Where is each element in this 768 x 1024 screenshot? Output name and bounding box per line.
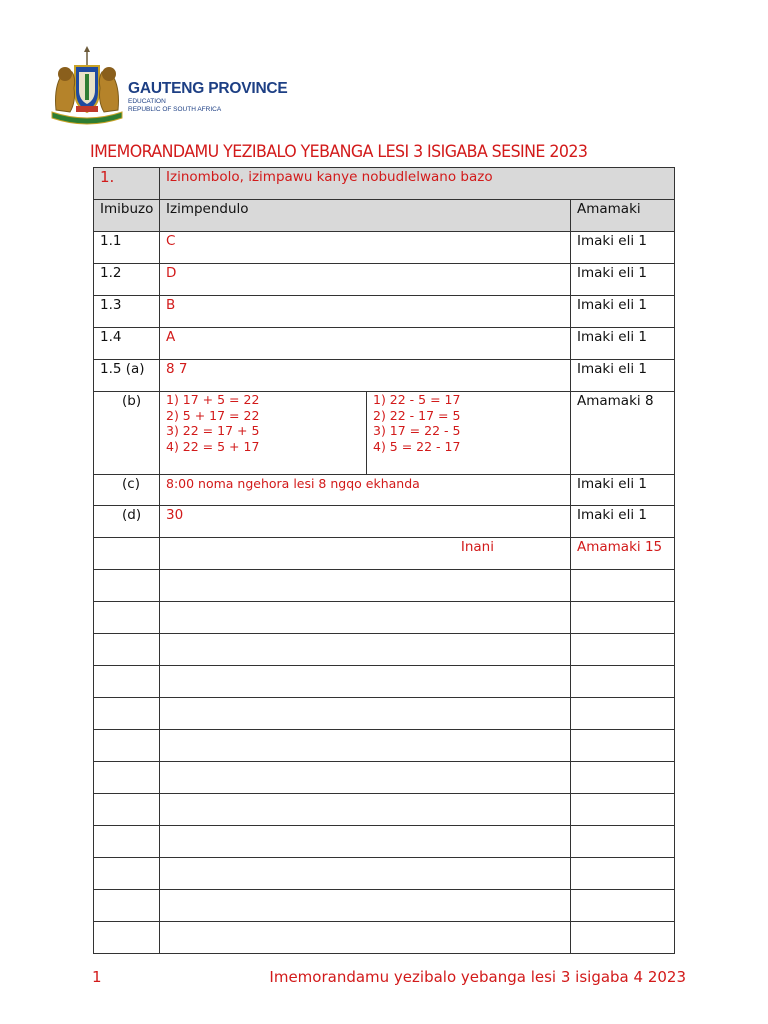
empty-cell <box>571 698 675 730</box>
table-row-b <box>94 392 675 475</box>
empty-cell <box>571 570 675 602</box>
document-title: IMEMORANDAMU YEZIBALO YEBANGA LESI 3 ISIGABA SESINE 2023 <box>90 142 588 161</box>
empty-cell <box>94 922 160 954</box>
answer: C <box>160 232 571 264</box>
marks: Imaki eli 1 <box>571 506 675 538</box>
fact-line: 2) 22 - 17 = 5 <box>373 407 461 423</box>
empty-cell <box>94 890 160 922</box>
empty-cell <box>94 730 160 762</box>
question-number: (b) <box>94 392 160 475</box>
question-number: (c) <box>94 475 160 506</box>
question-number: (d) <box>94 506 160 538</box>
empty-row <box>94 890 675 922</box>
section-header-row <box>94 168 675 200</box>
empty-row <box>94 762 675 794</box>
fact-line: 2) 5 + 17 = 22 <box>166 407 260 423</box>
addition-facts <box>160 392 367 474</box>
logo-subtitle-country: REPUBLIC OF SOUTH AFRICA <box>128 106 222 113</box>
column-header-questions: Imibuzo <box>94 200 160 232</box>
empty-cell <box>94 762 160 794</box>
empty-cell <box>571 858 675 890</box>
empty-cell <box>94 794 160 826</box>
fact-line: 3) 17 = 22 - 5 <box>373 423 461 438</box>
total-row <box>94 538 675 570</box>
subtraction-facts <box>367 392 466 474</box>
answer: B <box>160 296 571 328</box>
empty-cell <box>571 762 675 794</box>
empty-cell <box>94 570 160 602</box>
marks: Imaki eli 1 <box>571 296 675 328</box>
column-header-marks: Amamaki <box>571 200 675 232</box>
marks: Imaki eli 1 <box>571 264 675 296</box>
empty-cell <box>160 826 571 858</box>
empty-row <box>94 922 675 954</box>
question-number: 1.4 <box>94 328 160 360</box>
column-header-row <box>94 200 675 232</box>
empty-cell <box>94 602 160 634</box>
empty-cell <box>571 922 675 954</box>
table-row <box>94 360 675 392</box>
empty-row <box>94 858 675 890</box>
fact-line: 3) 22 = 17 + 5 <box>166 423 260 438</box>
question-number: 1.3 <box>94 296 160 328</box>
marks: Imaki eli 1 <box>571 360 675 392</box>
marks: Imaki eli 1 <box>571 328 675 360</box>
empty-cell <box>160 858 571 890</box>
logo-title: GAUTENG PROVINCE <box>128 80 288 97</box>
table-row <box>94 328 675 360</box>
empty-cell <box>94 826 160 858</box>
question-number: 1.5 (a) <box>94 360 160 392</box>
fact-line: 1) 17 + 5 = 22 <box>166 392 260 407</box>
empty-cell <box>571 794 675 826</box>
empty-row <box>94 602 675 634</box>
fact-line: 4) 22 = 5 + 17 <box>166 438 260 454</box>
memo-table <box>93 167 675 954</box>
logo-subtitle-education: EDUCATION <box>128 98 166 105</box>
empty-cell <box>94 858 160 890</box>
table-row <box>94 296 675 328</box>
answer: A <box>160 328 571 360</box>
table-row <box>94 232 675 264</box>
empty-cell <box>160 602 571 634</box>
empty-cell <box>160 666 571 698</box>
empty-cell <box>571 634 675 666</box>
empty-cell <box>160 794 571 826</box>
empty-cell <box>94 666 160 698</box>
answer: 30 <box>160 506 571 538</box>
empty-cell <box>160 762 571 794</box>
table-row-d <box>94 506 675 538</box>
empty-cell <box>160 922 571 954</box>
answer: D <box>160 264 571 296</box>
column-header-answers: Izimpendulo <box>160 200 571 232</box>
empty-cell <box>94 634 160 666</box>
question-number: 1.1 <box>94 232 160 264</box>
total-empty-cell <box>94 538 160 570</box>
table-row-c <box>94 475 675 506</box>
empty-cell <box>571 826 675 858</box>
gauteng-logo <box>46 46 288 126</box>
empty-cell <box>571 730 675 762</box>
empty-cell <box>160 890 571 922</box>
answer: 8 7 <box>160 360 571 392</box>
empty-cell <box>571 890 675 922</box>
empty-row <box>94 634 675 666</box>
logo-text <box>128 80 288 114</box>
empty-row <box>94 730 675 762</box>
total-label: Inani <box>160 538 571 570</box>
footer-text: Imemorandamu yezibalo yebanga lesi 3 isigaba 4 2023 <box>269 968 686 986</box>
fact-line: 1) 22 - 5 = 17 <box>373 392 461 407</box>
empty-row <box>94 794 675 826</box>
question-number: 1.2 <box>94 264 160 296</box>
empty-row <box>94 826 675 858</box>
empty-cell <box>160 698 571 730</box>
marks: Amamaki 8 <box>571 392 675 475</box>
empty-cell <box>160 730 571 762</box>
coat-of-arms-icon <box>46 46 128 126</box>
page-number: 1 <box>92 968 102 986</box>
empty-cell <box>160 634 571 666</box>
answer: 8:00 noma ngehora lesi 8 ngqo ekhanda <box>160 475 571 506</box>
empty-cell <box>571 602 675 634</box>
marks: Imaki eli 1 <box>571 232 675 264</box>
table-row <box>94 264 675 296</box>
marks: Imaki eli 1 <box>571 475 675 506</box>
answer-split-cell <box>160 392 571 475</box>
empty-cell <box>94 698 160 730</box>
total-marks: Amamaki 15 <box>571 538 675 570</box>
empty-row <box>94 698 675 730</box>
section-number: 1. <box>94 168 160 200</box>
empty-row <box>94 666 675 698</box>
section-title: Izinombolo, izimpawu kanye nobudlelwano bazo <box>160 168 675 200</box>
empty-row <box>94 570 675 602</box>
fact-family-answers <box>160 392 570 474</box>
fact-line: 4) 5 = 22 - 17 <box>373 438 461 454</box>
empty-cell <box>571 666 675 698</box>
empty-cell <box>160 570 571 602</box>
